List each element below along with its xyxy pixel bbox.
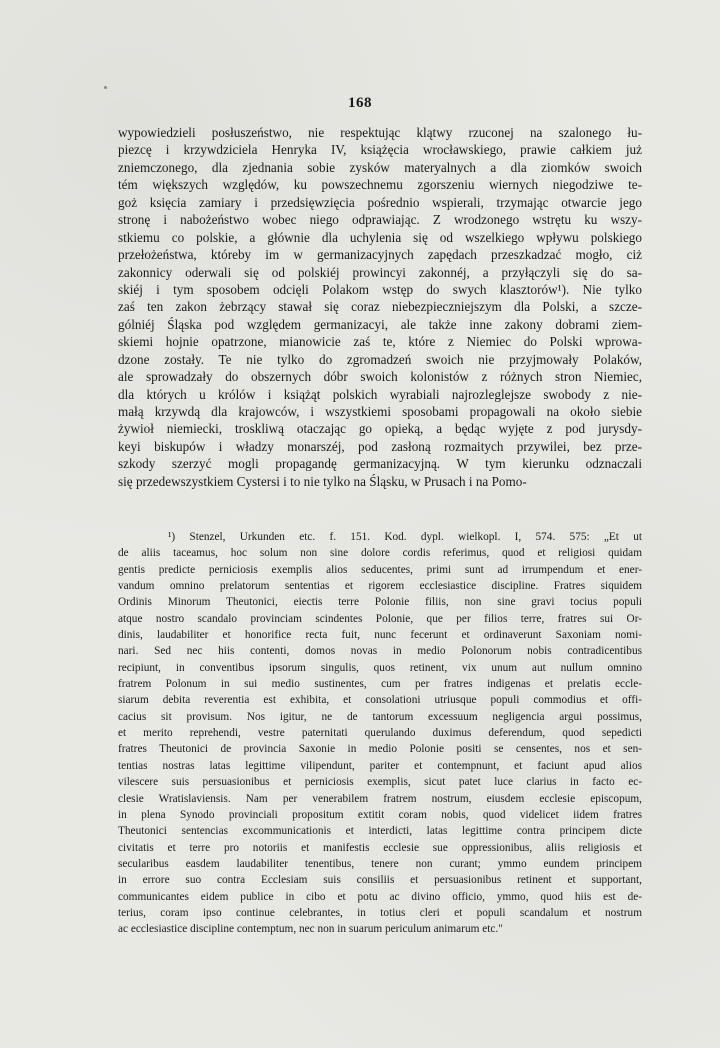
footnote-line: de aliis taceamus, hoc solum non sine dolore cordis referimus, quod et religiosi quidam — [118, 547, 642, 560]
body-line: małą krzywdą dla krajowców, i wszystkiemi sposobami propagowali na około siebie — [118, 404, 642, 419]
footnote-line: ac ecclesiastice discipline contemptum, nec non in suarum periculum animarum etc." — [118, 923, 503, 936]
footnote-line: in errore suo contra Ecclesiam suis consiliis et persuasionibus retinent et supportant, — [118, 874, 642, 887]
footnote-line: communicantes eidem publice in cibo et potu ac divino officio, ymmo, quod hiis est de- — [118, 890, 642, 903]
footnote-line: Theutonici sentencias excommunicationis et interdicti, latas legittime contra principem dicte — [118, 825, 642, 838]
body-line: goż księcia zamiary i przedsięwzięcia pośrednio wspierali, trzymając otwarcie jego — [118, 194, 642, 210]
body-line: stronę i nabożeństwo wobec niego odprawiając. Z wrodzonego wstrętu ku wszy- — [118, 212, 642, 228]
footnote-line: fratrem Polonum in sui medio sustinentes, cum per fratres indigenas et prelatis eccle- — [118, 678, 642, 691]
body-line: wypowiedzieli posłuszeństwo, nie respektując klątwy rzuconej na szalonego łu- — [118, 125, 642, 140]
footnote-line: dinis, laudabiliter et honorifice recta fuit, nunc fecerunt et ordinaverunt Saxoniam nomi- — [118, 629, 642, 642]
body-line: piezcę i krzywdziciela Henryka IV, książęcia wrocławskiego, prawie całkiem już — [118, 142, 642, 158]
footnote-line: terius, coram ipso continue celebrantes, in totius cleri et populi scandalum et nostrum — [118, 906, 642, 919]
footnote-line: cacius sit provisum. Nos igitur, ne de tantorum excessuum negligencia argui possimus, — [118, 710, 642, 723]
body-line: zniemczonego, dla zjednania sobie zysków materyalnych a dla ziomków swoich — [118, 159, 642, 175]
footnote-line: Ordinis Minorum Theutonici, eiectis terre Polonie filiis, non sine gravi tocius populi — [118, 596, 642, 609]
footnote-line: gentis predicte perniciosis exemplis alios seducentes, primi sunt ad irrumpendum et ener- — [118, 563, 642, 576]
body-line: stkiemu co polskie, a głównie dla uchylenia się od wszelkiego wpływu polskiego — [118, 229, 642, 245]
footnote-line: in plena Synodo provinciali propositum extitit coram nobis, quod videlicet iidem fratres — [118, 808, 642, 821]
footnote-line: recipiunt, in conventibus ipsorum singulis, quos retinent, vix unum aut nullum omnino — [118, 661, 642, 674]
body-line: gólniéj Śląska pod względem germanizacyi, ale także inne zakony dobrami ziem- — [118, 316, 642, 332]
body-line: ale sprowadzały do obszernych dóbr swoich kolonistów z różnych stron Niemiec, — [118, 369, 642, 385]
body-line: dla których u królów i książąt polskich wyrabiali najrozleglejsze swobody z nie- — [118, 386, 642, 402]
body-line: się przedewszystkiem Cystersi i to nie tylko na Śląsku, w Prusach i na Pomo- — [118, 473, 527, 489]
body-line: szkody szerzyć mogli propagandę germanizacyjną. W tym kierunku odznaczali — [118, 456, 642, 472]
body-line: tém większych względów, ku powszechnemu zgorszeniu wiernych niegodziwe te- — [118, 177, 642, 193]
body-line: keyi biskupów i władzy monarszéj, pod zasłoną rozmaitych przywilei, bez prze- — [118, 438, 642, 454]
body-line: zaś ten zakon żebrzący stawał się coraz niebezpieczniejszym dla Polski, a szcze- — [118, 299, 642, 315]
body-line: zakonnicy oderwali się od polskiéj prowincyi zakonnéj, a przyłączyli się do sa- — [118, 264, 642, 280]
footnote-line: fratres Theutonici de provincia Saxonie in medio Polonie positi se censentes, nos et sen- — [118, 743, 642, 756]
footnote-line: vandum omnino prelatorum sententias et rigorem ecclesiastice discipline. Fratres siquidem — [118, 580, 642, 593]
body-line: skiéj i tym sposobem odcięli Polakom wstęp do swych klasztorów¹). Nie tylko — [118, 281, 642, 297]
footnote-line: vilescere suis persuasionibus et perniciosis exemplis, sicut patet luce clarius in facto ec- — [118, 776, 642, 789]
footnote-line: et merito reprehendi, vestre paternitati querulando duximus deferendum, quod sepedicti — [118, 727, 642, 740]
body-line: dzone zostały. Te nie tylko do zgromadzeń swoich nie przyjmowały Polaków, — [118, 351, 642, 367]
footnote-line: tentias nostras latas legittime vilipendunt, pariter et contempnunt, et faciunt apud alios — [118, 759, 642, 772]
page-number: 168 — [348, 95, 372, 111]
body-line: przełożeństwa, któreby im w germanizacyjnych zapędach przeszkadzać mogło, ciż — [118, 247, 642, 263]
footnote-line: clesie Wratislaviensis. Nam per venerabilem fratrem nostrum, eiusdem ecclesie episcopum, — [118, 792, 642, 805]
body-line: żywioł niemiecki, troskliwą otaczając go opieką, a będąc wyjęte z pod jurysdy- — [118, 421, 642, 437]
body-line: skiemi hojnie opatrzone, mianowicie zaś te, które z Niemiec do Polski wprowa- — [118, 334, 642, 350]
footnote-line: ¹) Stenzel, Urkunden etc. f. 151. Kod. dypl. wielkopl. I, 574. 575: „Et ut — [168, 531, 642, 543]
footnote-line: civitatis et terre pro notoriis et manifestis ecclesie sue oppressionibus, aliis religiosis et — [118, 841, 642, 854]
footnote — [118, 529, 642, 938]
scan-speck — [104, 86, 107, 89]
main-body-text — [118, 124, 642, 490]
footnote-line: atque nostro scandalo provinciam scindentes Polonie, que per filios terre, fratres sui Or- — [118, 612, 642, 625]
footnote-line: siarum debita reverentia est exhibita, et consolationi utriusque populi commodius et offi- — [118, 694, 642, 707]
footnote-line: nari. Sed nec hiis contenti, domos novas in medio Polonorum nobis contradicentibus — [118, 645, 642, 658]
footnote-line: secularibus easdem laudabiliter tenentibus, tenere non curant; ymmo eundem principem — [118, 857, 642, 870]
